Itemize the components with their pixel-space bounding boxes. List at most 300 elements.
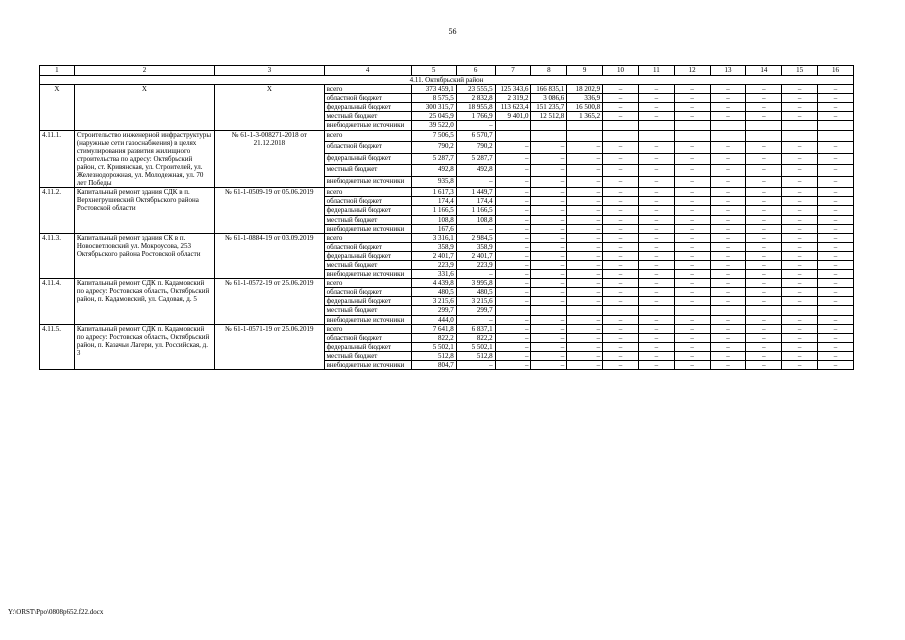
value-cell: – bbox=[567, 342, 603, 351]
value-cell bbox=[495, 130, 531, 142]
value-cell: – bbox=[495, 324, 531, 333]
value-cell: 512,8 bbox=[411, 351, 456, 360]
value-cell: – bbox=[638, 324, 674, 333]
item-name: Строительство инженерной инфраструктуры (наружные сети газоснабжения) в целях стимулирования развития жилищного строительства по адресу: Октябрьский район, ст. Кривянская, ул. Строителей, ул. Железнодорожная, ул. Молодежная, ул. 70 лет Победы bbox=[74, 130, 214, 188]
funding-source: федеральный бюджет bbox=[324, 206, 411, 215]
value-cell: – bbox=[782, 361, 818, 370]
value-cell: – bbox=[782, 153, 818, 165]
value-cell: – bbox=[603, 342, 639, 351]
value-cell: – bbox=[746, 215, 782, 224]
header-cell: 10 bbox=[603, 66, 639, 76]
value-cell: – bbox=[674, 176, 710, 188]
value-cell: – bbox=[782, 351, 818, 360]
value-cell: – bbox=[782, 333, 818, 342]
value-cell: – bbox=[782, 188, 818, 197]
value-cell: – bbox=[638, 112, 674, 121]
value-cell: – bbox=[495, 233, 531, 242]
value-cell bbox=[818, 121, 854, 130]
value-cell: – bbox=[456, 270, 495, 279]
value-cell: – bbox=[567, 270, 603, 279]
item-name: Капитальный ремонт СДК п. Кадамовский по адресу: Ростовская область, Октябрьский район, п. Кадамовский, ул. Садовая, д. 5 bbox=[74, 279, 214, 324]
value-cell: – bbox=[818, 361, 854, 370]
value-cell: – bbox=[567, 333, 603, 342]
value-cell: – bbox=[638, 165, 674, 177]
value-cell bbox=[746, 121, 782, 130]
value-cell: – bbox=[603, 215, 639, 224]
value-cell: – bbox=[495, 165, 531, 177]
value-cell bbox=[782, 130, 818, 142]
value-cell: – bbox=[531, 176, 567, 188]
value-cell: – bbox=[495, 215, 531, 224]
value-cell: – bbox=[782, 279, 818, 288]
funding-source: местный бюджет bbox=[324, 215, 411, 224]
value-cell: – bbox=[567, 165, 603, 177]
value-cell: – bbox=[782, 342, 818, 351]
value-cell: – bbox=[674, 153, 710, 165]
value-cell: – bbox=[495, 206, 531, 215]
value-cell: – bbox=[638, 215, 674, 224]
value-cell: – bbox=[531, 153, 567, 165]
value-cell: – bbox=[495, 260, 531, 269]
value-cell: – bbox=[603, 324, 639, 333]
value-cell: 3 995,8 bbox=[456, 279, 495, 288]
value-cell bbox=[531, 130, 567, 142]
item-document: № 61-1-0884-19 от 03.09.2019 bbox=[215, 233, 325, 278]
value-cell: 1 166,5 bbox=[411, 206, 456, 215]
value-cell: – bbox=[710, 215, 746, 224]
value-cell: – bbox=[746, 142, 782, 154]
value-cell: – bbox=[638, 260, 674, 269]
header-cell: 5 bbox=[411, 66, 456, 76]
header-cell: 14 bbox=[746, 66, 782, 76]
funding-source: всего bbox=[324, 233, 411, 242]
value-cell bbox=[638, 121, 674, 130]
value-cell: – bbox=[456, 176, 495, 188]
table-row bbox=[40, 279, 854, 288]
value-cell bbox=[710, 121, 746, 130]
value-cell: – bbox=[746, 94, 782, 103]
value-cell: – bbox=[818, 112, 854, 121]
value-cell: 108,8 bbox=[456, 215, 495, 224]
value-cell: 9 401,0 bbox=[495, 112, 531, 121]
item-name: Капитальный ремонт здания СДК в п. Верхнегрушевский Октябрьского района Ростовской области bbox=[74, 188, 214, 233]
value-cell: – bbox=[603, 165, 639, 177]
value-cell: – bbox=[495, 188, 531, 197]
value-cell: – bbox=[638, 85, 674, 94]
value-cell: 2 401,7 bbox=[456, 251, 495, 260]
value-cell: – bbox=[603, 103, 639, 112]
value-cell: – bbox=[638, 233, 674, 242]
value-cell: – bbox=[818, 142, 854, 154]
value-cell: – bbox=[531, 197, 567, 206]
value-cell: – bbox=[818, 333, 854, 342]
value-cell: – bbox=[746, 251, 782, 260]
value-cell: – bbox=[746, 176, 782, 188]
value-cell: – bbox=[710, 333, 746, 342]
value-cell: – bbox=[674, 315, 710, 324]
item-number: 4.11.3. bbox=[40, 233, 75, 278]
value-cell: – bbox=[746, 279, 782, 288]
value-cell: – bbox=[531, 342, 567, 351]
value-cell: – bbox=[782, 206, 818, 215]
value-cell: – bbox=[674, 324, 710, 333]
value-cell: 2 401,7 bbox=[411, 251, 456, 260]
value-cell: – bbox=[638, 142, 674, 154]
value-cell: – bbox=[674, 224, 710, 233]
value-cell: – bbox=[638, 315, 674, 324]
value-cell: – bbox=[746, 188, 782, 197]
value-cell: – bbox=[818, 279, 854, 288]
value-cell: – bbox=[495, 197, 531, 206]
value-cell: – bbox=[531, 233, 567, 242]
value-cell: – bbox=[710, 233, 746, 242]
item-document: № 61-1-0571-19 от 25.06.2019 bbox=[215, 324, 325, 369]
value-cell: – bbox=[638, 153, 674, 165]
value-cell: – bbox=[782, 142, 818, 154]
table-row bbox=[40, 324, 854, 333]
value-cell: – bbox=[710, 260, 746, 269]
value-cell: – bbox=[603, 142, 639, 154]
value-cell: – bbox=[495, 351, 531, 360]
value-cell: – bbox=[638, 288, 674, 297]
value-cell: – bbox=[710, 197, 746, 206]
value-cell: – bbox=[638, 206, 674, 215]
value-cell: – bbox=[674, 251, 710, 260]
value-cell: – bbox=[818, 103, 854, 112]
value-cell: – bbox=[710, 165, 746, 177]
value-cell: – bbox=[674, 94, 710, 103]
value-cell: – bbox=[674, 288, 710, 297]
value-cell bbox=[531, 121, 567, 130]
item-number: 4.11.1. bbox=[40, 130, 75, 188]
value-cell: – bbox=[782, 233, 818, 242]
value-cell: 790,2 bbox=[456, 142, 495, 154]
value-cell: – bbox=[567, 176, 603, 188]
value-cell: – bbox=[567, 142, 603, 154]
funding-source: внебюджетные источники bbox=[324, 224, 411, 233]
value-cell bbox=[603, 306, 639, 315]
value-cell: – bbox=[746, 351, 782, 360]
value-cell: – bbox=[603, 333, 639, 342]
value-cell bbox=[674, 121, 710, 130]
value-cell: 480,5 bbox=[411, 288, 456, 297]
value-cell: – bbox=[567, 197, 603, 206]
header-cell: 16 bbox=[818, 66, 854, 76]
value-cell: – bbox=[495, 333, 531, 342]
table-row bbox=[40, 130, 854, 142]
funding-source: областной бюджет bbox=[324, 333, 411, 342]
value-cell: – bbox=[531, 260, 567, 269]
value-cell: 480,5 bbox=[456, 288, 495, 297]
value-cell: – bbox=[567, 279, 603, 288]
funding-source: всего bbox=[324, 85, 411, 94]
value-cell: – bbox=[495, 270, 531, 279]
value-cell: – bbox=[674, 165, 710, 177]
table-row bbox=[40, 233, 854, 242]
value-cell: – bbox=[710, 315, 746, 324]
value-cell: 790,2 bbox=[411, 142, 456, 154]
value-cell: – bbox=[818, 260, 854, 269]
value-cell: 1 365,2 bbox=[567, 112, 603, 121]
value-cell: – bbox=[710, 251, 746, 260]
value-cell: – bbox=[710, 288, 746, 297]
value-cell: – bbox=[746, 324, 782, 333]
value-cell: – bbox=[710, 94, 746, 103]
value-cell: – bbox=[710, 85, 746, 94]
value-cell: – bbox=[531, 251, 567, 260]
funding-source: всего bbox=[324, 324, 411, 333]
value-cell: – bbox=[710, 324, 746, 333]
value-cell: – bbox=[531, 324, 567, 333]
funding-source: федеральный бюджет bbox=[324, 153, 411, 165]
value-cell: – bbox=[818, 270, 854, 279]
value-cell: – bbox=[710, 153, 746, 165]
header-cell: 9 bbox=[567, 66, 603, 76]
value-cell: – bbox=[782, 315, 818, 324]
value-cell: – bbox=[531, 279, 567, 288]
value-cell: – bbox=[746, 288, 782, 297]
value-cell: 174,4 bbox=[411, 197, 456, 206]
value-cell bbox=[746, 130, 782, 142]
value-cell: – bbox=[818, 94, 854, 103]
value-cell: – bbox=[531, 188, 567, 197]
value-cell: – bbox=[710, 142, 746, 154]
budget-table bbox=[39, 65, 854, 370]
funding-source: всего bbox=[324, 279, 411, 288]
value-cell: 358,9 bbox=[456, 242, 495, 251]
value-cell: – bbox=[603, 297, 639, 306]
value-cell: – bbox=[495, 342, 531, 351]
value-cell: 167,6 bbox=[411, 224, 456, 233]
header-cell: 4 bbox=[324, 66, 411, 76]
item-number: 4.11.4. bbox=[40, 279, 75, 324]
item-document: № 61-1-0572-19 от 25.06.2019 bbox=[215, 279, 325, 324]
value-cell: 935,8 bbox=[411, 176, 456, 188]
value-cell: 16 500,8 bbox=[567, 103, 603, 112]
value-cell: 12 512,8 bbox=[531, 112, 567, 121]
value-cell: – bbox=[674, 279, 710, 288]
value-cell: – bbox=[638, 342, 674, 351]
value-cell: – bbox=[782, 215, 818, 224]
funding-source: федеральный бюджет bbox=[324, 103, 411, 112]
value-cell: – bbox=[603, 224, 639, 233]
value-cell: – bbox=[567, 224, 603, 233]
value-cell: 223,9 bbox=[411, 260, 456, 269]
value-cell: 1 617,3 bbox=[411, 188, 456, 197]
funding-source: федеральный бюджет bbox=[324, 251, 411, 260]
value-cell: – bbox=[710, 176, 746, 188]
value-cell: – bbox=[495, 279, 531, 288]
item-name: Капитальный ремонт здания СК в п. Новосветловский ул. Мокроусова, 253 Октябрьского района Ростовской области bbox=[74, 233, 214, 278]
value-cell: – bbox=[782, 224, 818, 233]
value-cell: – bbox=[567, 188, 603, 197]
item-number: X bbox=[40, 85, 75, 130]
value-cell: – bbox=[603, 112, 639, 121]
value-cell: – bbox=[603, 94, 639, 103]
value-cell: – bbox=[495, 142, 531, 154]
value-cell: – bbox=[710, 242, 746, 251]
value-cell: – bbox=[782, 197, 818, 206]
value-cell: – bbox=[567, 153, 603, 165]
value-cell: – bbox=[674, 206, 710, 215]
value-cell: 492,8 bbox=[411, 165, 456, 177]
value-cell: – bbox=[818, 251, 854, 260]
value-cell: – bbox=[818, 165, 854, 177]
value-cell: 6 837,1 bbox=[456, 324, 495, 333]
value-cell: – bbox=[567, 297, 603, 306]
value-cell: – bbox=[531, 142, 567, 154]
value-cell: – bbox=[746, 103, 782, 112]
value-cell: 5 287,7 bbox=[411, 153, 456, 165]
value-cell: – bbox=[746, 85, 782, 94]
value-cell: – bbox=[818, 188, 854, 197]
value-cell: – bbox=[603, 85, 639, 94]
value-cell: – bbox=[782, 176, 818, 188]
value-cell: – bbox=[603, 361, 639, 370]
value-cell: – bbox=[674, 361, 710, 370]
value-cell: 822,2 bbox=[456, 333, 495, 342]
value-cell: – bbox=[603, 279, 639, 288]
value-cell: 174,4 bbox=[456, 197, 495, 206]
value-cell: – bbox=[495, 242, 531, 251]
value-cell: – bbox=[674, 197, 710, 206]
value-cell: – bbox=[567, 215, 603, 224]
value-cell: – bbox=[531, 333, 567, 342]
value-cell: 113 623,4 bbox=[495, 103, 531, 112]
value-cell: – bbox=[495, 361, 531, 370]
funding-source: внебюджетные источники bbox=[324, 270, 411, 279]
funding-source: областной бюджет bbox=[324, 94, 411, 103]
header-cell: 6 bbox=[456, 66, 495, 76]
value-cell: – bbox=[746, 297, 782, 306]
value-cell: – bbox=[746, 270, 782, 279]
value-cell: 331,6 bbox=[411, 270, 456, 279]
value-cell: – bbox=[638, 270, 674, 279]
value-cell: – bbox=[638, 103, 674, 112]
value-cell: 3 316,1 bbox=[411, 233, 456, 242]
value-cell: – bbox=[674, 270, 710, 279]
value-cell: 299,7 bbox=[411, 306, 456, 315]
value-cell: – bbox=[603, 270, 639, 279]
value-cell: – bbox=[782, 103, 818, 112]
value-cell: – bbox=[710, 361, 746, 370]
value-cell bbox=[531, 306, 567, 315]
funding-source: областной бюджет bbox=[324, 197, 411, 206]
funding-source: областной бюджет bbox=[324, 242, 411, 251]
value-cell: 3 215,6 bbox=[456, 297, 495, 306]
value-cell: – bbox=[531, 351, 567, 360]
value-cell: – bbox=[710, 224, 746, 233]
value-cell: – bbox=[746, 165, 782, 177]
value-cell: – bbox=[531, 297, 567, 306]
value-cell: – bbox=[710, 188, 746, 197]
value-cell: – bbox=[567, 315, 603, 324]
header-cell: 8 bbox=[531, 66, 567, 76]
value-cell: – bbox=[567, 233, 603, 242]
value-cell: – bbox=[710, 342, 746, 351]
value-cell bbox=[710, 130, 746, 142]
item-number: 4.11.5. bbox=[40, 324, 75, 369]
value-cell: – bbox=[567, 251, 603, 260]
value-cell: – bbox=[782, 297, 818, 306]
value-cell: – bbox=[818, 288, 854, 297]
page-number: 56 bbox=[448, 27, 457, 36]
value-cell: 7 641,8 bbox=[411, 324, 456, 333]
value-cell: – bbox=[674, 215, 710, 224]
value-cell: 5 287,7 bbox=[456, 153, 495, 165]
value-cell: 299,7 bbox=[456, 306, 495, 315]
value-cell bbox=[567, 130, 603, 142]
value-cell: – bbox=[782, 324, 818, 333]
value-cell: – bbox=[638, 94, 674, 103]
value-cell: – bbox=[746, 206, 782, 215]
value-cell: – bbox=[746, 333, 782, 342]
value-cell: 5 502,1 bbox=[411, 342, 456, 351]
value-cell: – bbox=[531, 270, 567, 279]
value-cell: – bbox=[638, 188, 674, 197]
value-cell bbox=[638, 130, 674, 142]
value-cell: – bbox=[782, 242, 818, 251]
value-cell bbox=[746, 306, 782, 315]
value-cell: – bbox=[603, 153, 639, 165]
funding-source: местный бюджет bbox=[324, 351, 411, 360]
value-cell: 8 575,5 bbox=[411, 94, 456, 103]
value-cell: 39 522,0 bbox=[411, 121, 456, 130]
value-cell: – bbox=[531, 315, 567, 324]
value-cell: – bbox=[495, 251, 531, 260]
header-row bbox=[40, 66, 854, 76]
value-cell: – bbox=[638, 224, 674, 233]
funding-source: областной бюджет bbox=[324, 142, 411, 154]
value-cell: – bbox=[746, 342, 782, 351]
funding-source: всего bbox=[324, 130, 411, 142]
value-cell: – bbox=[495, 288, 531, 297]
value-cell: – bbox=[495, 224, 531, 233]
value-cell: 25 045,9 bbox=[411, 112, 456, 121]
value-cell: – bbox=[710, 270, 746, 279]
value-cell bbox=[818, 306, 854, 315]
value-cell: – bbox=[567, 206, 603, 215]
value-cell: – bbox=[710, 351, 746, 360]
value-cell: – bbox=[638, 297, 674, 306]
value-cell: 166 835,1 bbox=[531, 85, 567, 94]
value-cell: – bbox=[638, 333, 674, 342]
value-cell: – bbox=[674, 188, 710, 197]
value-cell: – bbox=[746, 112, 782, 121]
value-cell: 3 086,6 bbox=[531, 94, 567, 103]
value-cell: 2 984,5 bbox=[456, 233, 495, 242]
header-cell: 13 bbox=[710, 66, 746, 76]
value-cell: 5 502,1 bbox=[456, 342, 495, 351]
value-cell: 300 315,7 bbox=[411, 103, 456, 112]
value-cell: – bbox=[638, 242, 674, 251]
value-cell: – bbox=[638, 279, 674, 288]
value-cell: – bbox=[674, 233, 710, 242]
value-cell bbox=[782, 306, 818, 315]
value-cell bbox=[567, 121, 603, 130]
value-cell: – bbox=[638, 361, 674, 370]
table-row bbox=[40, 85, 854, 94]
value-cell: – bbox=[674, 242, 710, 251]
value-cell: – bbox=[603, 197, 639, 206]
value-cell: 373 459,1 bbox=[411, 85, 456, 94]
value-cell: – bbox=[531, 215, 567, 224]
value-cell: 18 955,8 bbox=[456, 103, 495, 112]
value-cell bbox=[567, 306, 603, 315]
value-cell: – bbox=[567, 260, 603, 269]
value-cell: 1 449,7 bbox=[456, 188, 495, 197]
value-cell bbox=[495, 121, 531, 130]
